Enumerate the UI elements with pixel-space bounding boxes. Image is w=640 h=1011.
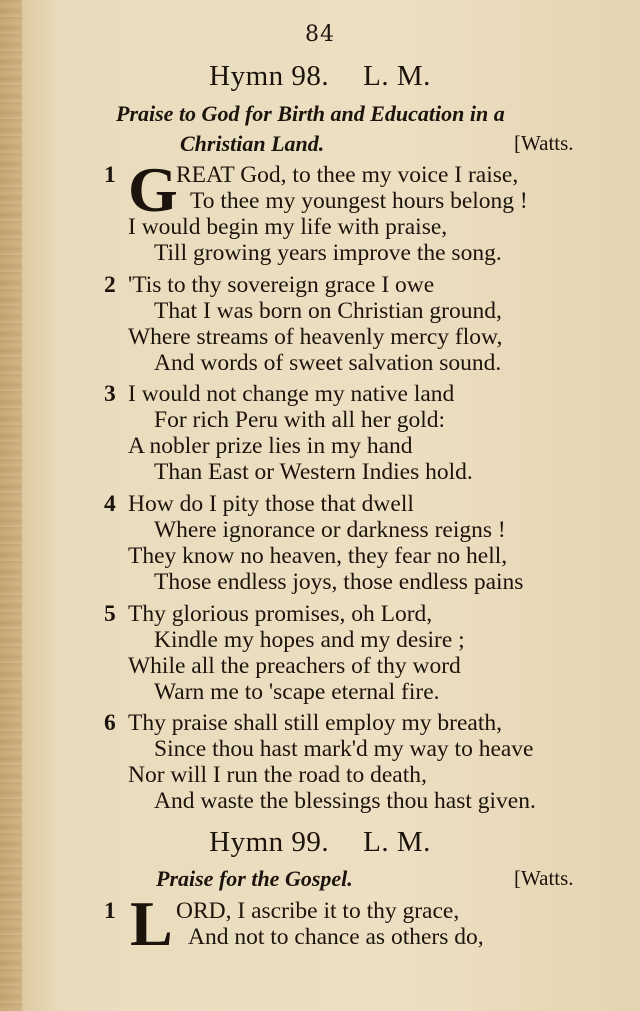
hymn-98-meter: L. M. — [363, 60, 431, 92]
drop-cap-letter: L — [130, 888, 173, 959]
hymn-98-subtitle-line-1: Praise to God for Birth and Education in a — [116, 101, 505, 126]
page-number: 84 — [305, 22, 335, 47]
hymn-98-heading — [0, 60, 640, 93]
verse-line: ORD, I ascribe it to thy grace, — [176, 898, 460, 924]
verse-line: Thy praise shall still employ my breath, — [128, 710, 502, 736]
verse-number: 4 — [104, 491, 116, 517]
verse-line: How do I pity those that dwell — [128, 491, 414, 517]
drop-cap-letter: G — [128, 154, 178, 225]
verse-line: Where streams of heavenly mercy flow, — [128, 324, 503, 350]
verse-line: And waste the blessings thou hast given. — [154, 788, 536, 814]
verse-line: They know no heaven, they fear no hell, — [128, 543, 508, 569]
verse-line: A nobler prize lies in my hand — [128, 433, 413, 459]
verse-line: 'Tis to thy sovereign grace I owe — [128, 272, 435, 298]
verse-line: Till growing years improve the song. — [154, 240, 502, 266]
verse-line: Kindle my hopes and my desire ; — [154, 627, 465, 653]
verse-line: REAT God, to thee my voice I raise, — [176, 162, 519, 188]
verse-number: 3 — [104, 381, 116, 407]
verse-line: While all the preachers of thy word — [128, 653, 461, 679]
verse-number: 2 — [104, 272, 116, 298]
verse-line: And not to chance as others do, — [188, 924, 484, 950]
hymn-99-subtitle: Praise for the Gospel. — [156, 866, 353, 891]
verse-line: I would begin my life with praise, — [128, 214, 448, 240]
verse-line: Those endless joys, those endless pains — [154, 569, 524, 595]
verse-line: Nor will I run the road to death, — [128, 762, 427, 788]
verse-line: For rich Peru with all her gold: — [154, 407, 446, 433]
verse-line: Since thou hast mark'd my way to heave — [154, 736, 534, 762]
hymn-99-title: Hymn 99. — [209, 826, 330, 858]
verse-line: I would not change my native land — [128, 381, 455, 407]
verse-line: And words of sweet salvation sound. — [154, 350, 502, 376]
verse-number: 6 — [104, 710, 116, 736]
page-spine-edge — [0, 0, 22, 1011]
verse-line: That I was born on Christian ground, — [154, 298, 502, 324]
verse-line: Than East or Western Indies hold. — [154, 459, 473, 485]
hymn-99-meter: L. M. — [363, 826, 431, 858]
verse-number: 1 — [104, 162, 116, 188]
verse-number: 5 — [104, 601, 116, 627]
verse-line: To thee my youngest hours belong ! — [190, 188, 528, 214]
hymn-99-attribution: [Watts. — [514, 866, 574, 890]
hymn-98-title: Hymn 98. — [209, 60, 330, 92]
hymn-98-subtitle-line-2: Christian Land. — [180, 131, 325, 156]
verse-line: Thy glorious promises, oh Lord, — [128, 601, 433, 627]
verse-number: 1 — [104, 898, 116, 924]
verse-line: Warn me to 'scape eternal fire. — [154, 679, 440, 705]
hymn-99-heading — [0, 826, 640, 859]
hymn-98-attribution: [Watts. — [514, 131, 574, 155]
verse-line: Where ignorance or darkness reigns ! — [154, 517, 506, 543]
